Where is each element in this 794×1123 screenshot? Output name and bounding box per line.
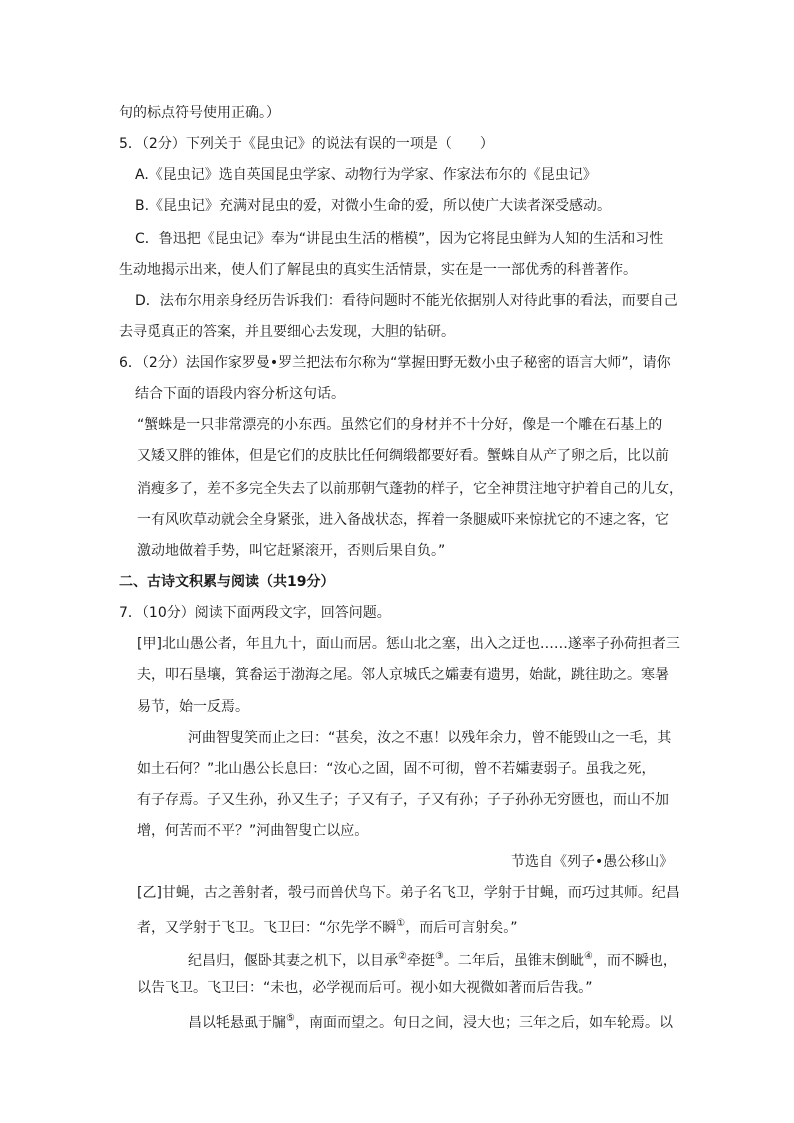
text-yi-3: 纪昌归，偃卧其妻之机下，以目承②牵挺③。二年后，虽锥末倒眦④，而不瞬也， bbox=[188, 951, 677, 969]
text-yi-1: [乙]甘蝇，古之善射者，彀弓而兽伏鸟下。弟子名飞卫，学射于甘蝇，而巧过其师。纪昌 bbox=[137, 885, 680, 901]
passage-line-1: “蟹蛛是一只非常漂亮的小东西。虽然它们的身材并不十分好，像是一个雕在石基上的 bbox=[137, 417, 663, 433]
text-yi-2: 者，又学射于飞卫。飞卫曰：“尔先学不瞬①，而后可言射矣。” bbox=[137, 918, 518, 936]
text-jia-3: 易节，始一反焉。 bbox=[137, 699, 249, 715]
footnote-mark-2: ② bbox=[398, 951, 407, 962]
text-jia-4: 河曲智叟笑而止之曰：“甚矣，汝之不惠！以残年余力，曾不能毁山之一毛，其 bbox=[188, 730, 672, 746]
text-jia-6: 有子存焉。子又生孙，孙又生子；子又有子，子又有孙；子子孙孙无穷匮也，而山不加 bbox=[137, 792, 669, 808]
text-jia-7: 增，何苦而不平？”河曲智叟亡以应。 bbox=[137, 823, 369, 839]
source-citation: 节选自《列子•愚公移山》 bbox=[511, 854, 674, 870]
option-b: B.《昆虫记》充满对昆虫的爱，对微小生命的爱，所以使广大读者深受感动。 bbox=[135, 198, 612, 214]
option-d-cont: 去寻觅真正的答案，并且要细心去发现，大胆的钻研。 bbox=[119, 324, 455, 340]
passage-line-4: 一有风吹草动就会全身紧张，进入备战状态，挥着一条腿威吓来惊扰它的不速之客，它 bbox=[137, 512, 669, 528]
footnote-mark-5: ⑤ bbox=[286, 1013, 295, 1024]
option-c-cont: 生动地揭示出来，使人们了解昆虫的真实生活情景，实在是一一部优秀的科普著作。 bbox=[119, 262, 637, 278]
question-6: 6．（2分）法国作家罗曼•罗兰把法布尔称为“掌握田野无数小虫子秘密的语言大师”，请你 bbox=[119, 355, 671, 371]
text-yi-5: 昌以牦悬虱于牖⑤，南面而望之。旬日之间，浸大也；三年之后，如车轮焉。以 bbox=[188, 1013, 673, 1031]
section-heading: 二、古诗文积累与阅读（共19分） bbox=[119, 574, 335, 590]
option-c: C．鲁迅把《昆虫记》奉为“讲昆虫生活的楷模”，因为它将昆虫鲜为人知的生活和习性 bbox=[135, 231, 664, 247]
passage-line-2: 又矮又胖的锥体，但是它们的皮肤比任何绸缎都要好看。蟹蛛自从产了卵之后，比以前 bbox=[137, 448, 669, 464]
text-jia-2: 夫，叩石垦壤，箕畚运于渤海之尾。邻人京城氏之孀妻有遗男，始龀，跳往助之。寒暑 bbox=[137, 667, 669, 683]
footnote-mark-4: ④ bbox=[583, 951, 593, 962]
option-d: D．法布尔用亲身经历告诉我们：看待问题时不能光依据别人对待此事的看法，而要自己 bbox=[135, 293, 678, 309]
passage-line-5: 激动地做着手势，叫它赶紧滚开，否则后果自负。” bbox=[137, 543, 446, 559]
footnote-mark-3: ③ bbox=[434, 951, 444, 962]
text-yi-4: 以告飞卫。飞卫曰：“未也，必学视而后可。视小如大视微如著而后告我。” bbox=[137, 980, 593, 996]
footnote-mark-1: ① bbox=[396, 918, 406, 929]
option-a: A.《昆虫记》选自英国昆虫学家、动物行为学家、作家法布尔的《昆虫记》 bbox=[135, 167, 597, 183]
passage-line-3: 消瘦多了，差不多完全失去了以前那朝气蓬勃的样子，它全神贯注地守护着自己的儿女， bbox=[137, 481, 683, 497]
question-7: 7．（10分）阅读下面两段文字，回答问题。 bbox=[119, 605, 391, 621]
line-0: 句的标点符号使用正确。） bbox=[119, 105, 280, 121]
question-5: 5．（2分）下列关于《昆虫记》的说法有误的一项是（ ） bbox=[119, 136, 494, 152]
question-6-cont: 结合下面的语段内容分析这句话。 bbox=[135, 386, 345, 402]
text-jia-5: 如土石何？”北山愚公长息曰：“汝心之固，固不可彻，曾不若孀妻弱子。虽我之死， bbox=[137, 761, 656, 777]
text-jia-1: [甲]北山愚公者，年且九十，面山而居。惩山北之塞，出入之迂也……遂率子孙荷担者三 bbox=[137, 636, 680, 652]
